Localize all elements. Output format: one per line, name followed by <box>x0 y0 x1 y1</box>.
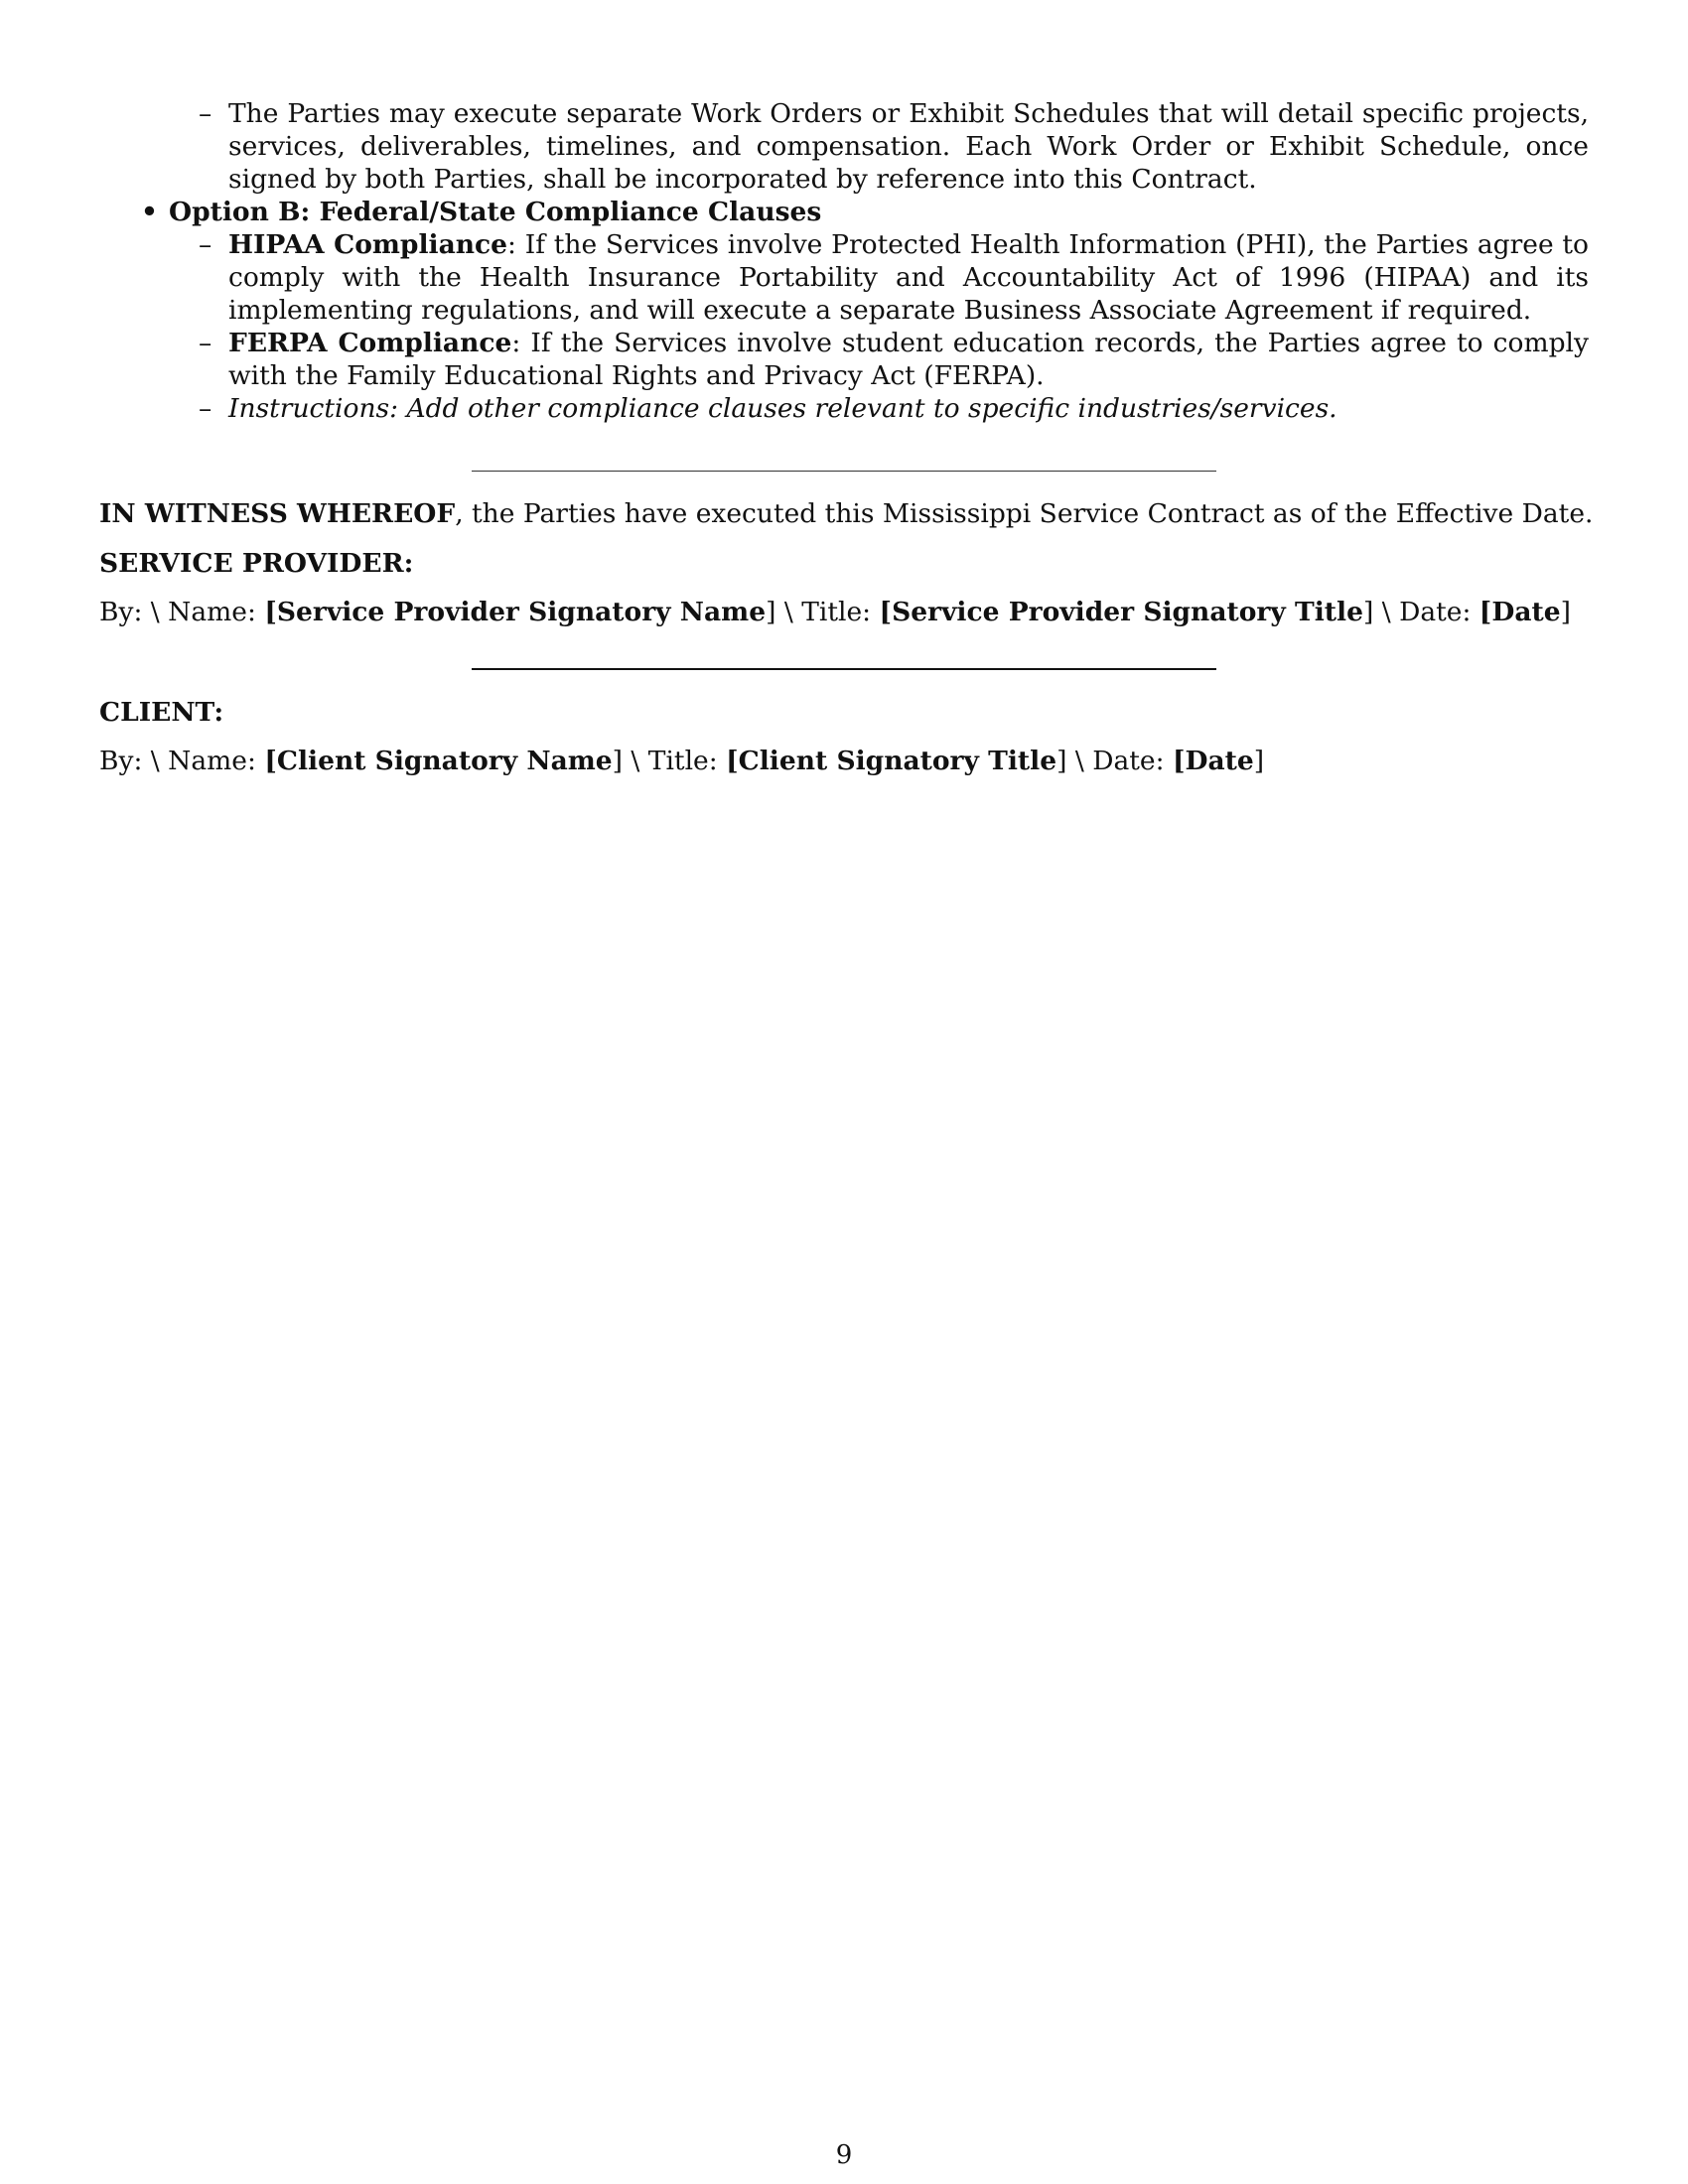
dash-marker: – <box>199 393 212 424</box>
bracket: [ <box>726 746 739 776</box>
service-provider-heading: SERVICE PROVIDER: <box>99 548 414 579</box>
bracket: ] <box>1560 597 1571 627</box>
work-order-paragraph <box>199 97 1589 196</box>
date-label: ] \ Date: <box>1056 746 1173 776</box>
client-signature-line <box>99 745 1264 777</box>
date-label: ] \ Date: <box>1362 597 1479 627</box>
work-order-text: The Parties may execute separate Work Orders or Exhibit Schedules that will detail specific projects, services, deliverables, timelines, and compensation. Each Work Order or Exhibit Schedule, once signed by both Parties, shall be incorporated by reference into this Contract. <box>228 98 1589 195</box>
dash-marker: – <box>199 98 212 129</box>
ferpa-label: FERPA Compliance <box>228 328 512 358</box>
divider-rule <box>472 471 1216 472</box>
hipaa-clause <box>199 228 1590 327</box>
option-b-heading: Option B: Federal/State Compliance Clauses <box>169 197 822 227</box>
hipaa-text: : If the Services involve Protected Health Information (PHI), the Parties agree to comply with the Health Insurance Portability and Accountability Act of 1996 (HIPAA) and its implementing regulations, and will execute a separate Business Associate Agreement if required. <box>228 229 1590 326</box>
ferpa-text: : If the Services involve student education records, the Parties agree to comply with the Family Educational Rights and Privacy Act (FERPA). <box>228 328 1590 391</box>
by-name-label: By: \ Name: <box>99 746 265 776</box>
bracket: ] <box>1253 746 1265 776</box>
client-date: Date <box>1185 746 1254 776</box>
service-provider-signatory-title: Service Provider Signatory Title <box>892 597 1363 627</box>
client-signatory-name: Client Signatory Name <box>276 746 613 776</box>
bracket: [ <box>264 597 277 627</box>
service-provider-signature-line <box>99 596 1571 628</box>
dash-marker: – <box>199 229 212 260</box>
client-heading: CLIENT: <box>99 697 224 728</box>
signature-rule <box>472 668 1216 670</box>
instructions-text: Instructions: Add other compliance clauses relevant to specific industries/services. <box>228 393 1337 424</box>
bracket: [ <box>1478 597 1492 627</box>
witness-statement <box>99 497 1593 530</box>
ferpa-clause <box>199 327 1590 392</box>
instructions-clause <box>199 392 1589 425</box>
by-name-label: By: \ Name: <box>99 597 265 627</box>
title-label: ] \ Title: <box>766 597 880 627</box>
hipaa-label: HIPAA Compliance <box>228 229 508 260</box>
bracket: [ <box>1172 746 1186 776</box>
client-signatory-title: Client Signatory Title <box>738 746 1057 776</box>
title-label: ] \ Title: <box>612 746 727 776</box>
clause-list <box>99 97 1589 425</box>
option-b-item <box>141 196 1589 228</box>
page-number: 9 <box>835 2140 853 2170</box>
witness-lead: IN WITNESS WHEREOF <box>99 498 456 529</box>
service-provider-date: Date <box>1491 597 1561 627</box>
dash-marker: – <box>199 328 212 358</box>
bullet-marker: • <box>141 197 158 227</box>
bracket: [ <box>879 597 893 627</box>
service-provider-signatory-name: Service Provider Signatory Name <box>276 597 767 627</box>
witness-text: , the Parties have executed this Mississippi Service Contract as of the Effective Date. <box>455 498 1594 529</box>
bracket: [ <box>264 746 277 776</box>
